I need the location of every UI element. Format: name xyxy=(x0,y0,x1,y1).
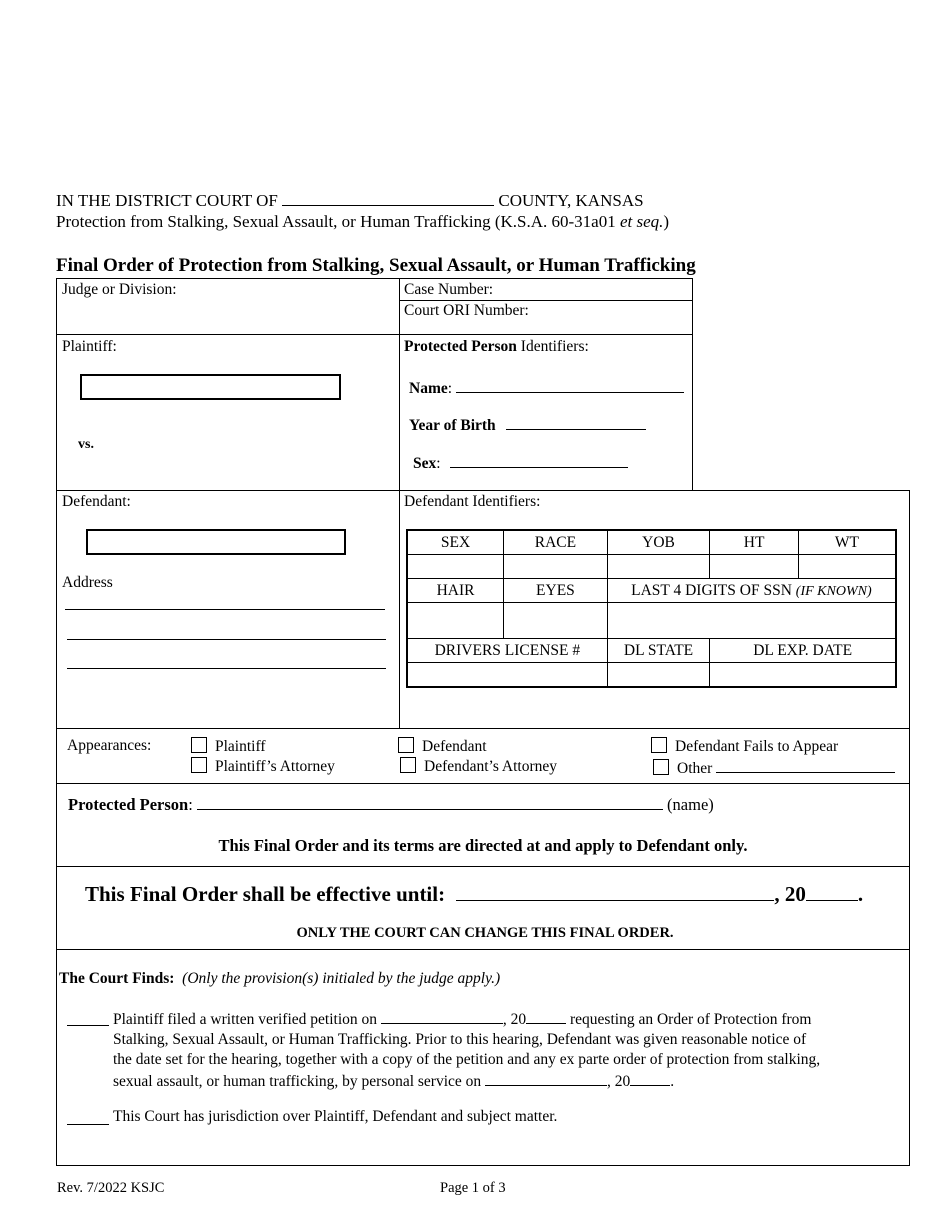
effective-row: This Final Order shall be effective until: , 20 . xyxy=(85,882,864,906)
page-title: Final Order of Protection from Stalking, Sexual Assault, or Human Trafficking xyxy=(56,255,696,276)
id-dl-value[interactable] xyxy=(407,663,607,688)
id-header-ht: HT xyxy=(710,530,799,555)
initial-blank-1[interactable] xyxy=(67,1025,109,1026)
protected-person-row: Protected Person: (name) xyxy=(68,795,714,814)
id-dl-state-value[interactable] xyxy=(607,663,710,688)
petition-date-field[interactable] xyxy=(381,1008,503,1024)
id-header-yob: YOB xyxy=(607,530,710,555)
protected-person-name-field[interactable] xyxy=(197,794,663,810)
court-heading xyxy=(56,190,644,211)
id-hair-value[interactable] xyxy=(407,603,504,639)
petition-year-field[interactable] xyxy=(526,1008,566,1024)
checkbox[interactable] xyxy=(398,737,414,753)
service-year-field[interactable] xyxy=(630,1070,670,1086)
appearance-plaintiffs-attorney[interactable]: Plaintiff’s Attorney xyxy=(191,757,335,776)
checkbox[interactable] xyxy=(651,737,667,753)
id-header-dl-state: DL STATE xyxy=(607,639,710,663)
court-ori-label: Court ORI Number: xyxy=(404,302,529,319)
appearance-other[interactable]: Other xyxy=(653,757,895,778)
identifiers-table xyxy=(406,529,897,688)
appearances-label: Appearances: xyxy=(67,737,152,754)
pp-yob-field[interactable] xyxy=(506,414,646,430)
revision-label: Rev. 7/2022 KSJC xyxy=(57,1180,165,1196)
initial-blank-2[interactable] xyxy=(67,1124,109,1125)
effective-year-field[interactable] xyxy=(806,881,858,901)
court-prefix: IN THE DISTRICT COURT OF xyxy=(56,191,278,210)
pp-name-field[interactable] xyxy=(456,377,684,393)
pp-sex-field[interactable] xyxy=(450,452,628,468)
county-blank[interactable] xyxy=(282,190,494,206)
finding-jurisdiction: This Court has jurisdiction over Plaintiff, Defendant and subject matter. xyxy=(113,1108,558,1125)
defendant-label: Defendant: xyxy=(62,493,131,510)
defendant-identifiers-label: Defendant Identifiers: xyxy=(404,493,541,510)
address-label: Address xyxy=(62,574,113,591)
id-eyes-value[interactable] xyxy=(504,603,608,639)
id-header-sex: SEX xyxy=(407,530,504,555)
checkbox[interactable] xyxy=(191,737,207,753)
effective-date-field[interactable] xyxy=(456,881,774,901)
other-field[interactable] xyxy=(716,757,895,773)
checkbox[interactable] xyxy=(191,757,207,773)
address-line-2[interactable] xyxy=(67,639,386,640)
court-finds-heading: The Court Finds: (Only the provision(s) initialed by the judge apply.) xyxy=(59,970,501,987)
only-court-notice: ONLY THE COURT CAN CHANGE THIS FINAL ORDER. xyxy=(296,925,674,941)
id-header-dl-exp: DL EXP. DATE xyxy=(710,639,896,663)
checkbox[interactable] xyxy=(400,757,416,773)
checkbox[interactable] xyxy=(653,759,669,775)
id-header-race: RACE xyxy=(504,530,608,555)
pp-yob-row: Year of Birth xyxy=(409,414,646,435)
id-wt-value[interactable] xyxy=(798,555,896,579)
id-header-hair: HAIR xyxy=(407,579,504,603)
plaintiff-label: Plaintiff: xyxy=(62,338,117,355)
protected-identifiers-label: Protected Person Identifiers: xyxy=(404,338,589,355)
appearance-defendants-attorney[interactable]: Defendant’s Attorney xyxy=(400,757,557,776)
statute-subtitle: Protection from Stalking, Sexual Assault, or Human Trafficking (K.S.A. 60-31a01 et seq.) xyxy=(56,212,670,231)
id-ssn-value[interactable] xyxy=(607,603,896,639)
court-suffix: COUNTY, KANSAS xyxy=(498,191,644,210)
plaintiff-cell xyxy=(56,334,400,491)
id-header-ssn: LAST 4 DIGITS OF SSN (IF KNOWN) xyxy=(607,579,896,603)
plaintiff-name-box[interactable] xyxy=(80,374,341,400)
address-line-1[interactable] xyxy=(65,609,385,610)
id-yob-value[interactable] xyxy=(607,555,710,579)
case-number-label: Case Number: xyxy=(404,281,494,298)
address-line-3[interactable] xyxy=(67,668,386,669)
page-number: Page 1 of 3 xyxy=(440,1180,506,1196)
directive-text: This Final Order and its terms are directed at and apply to Defendant only. xyxy=(218,836,748,855)
appearance-defendant-fails[interactable]: Defendant Fails to Appear xyxy=(651,737,838,756)
finding-petition: Plaintiff filed a written verified petition on , 20 requesting an Order of Protection from Stalking, Sexual Assault, or Human Trafficking. Prior to this hearing, Defendant was given reasonable notice of the date set for the hearing, together with a copy of the petition and any ex parte order of protection from stalking, sexual assault, or human trafficking, by personal service on , 20 . xyxy=(113,1008,820,1092)
vs-label: vs. xyxy=(78,437,94,452)
pp-sex-row: Sex: xyxy=(413,452,628,473)
appearance-plaintiff[interactable]: Plaintiff xyxy=(191,737,266,756)
id-header-eyes: EYES xyxy=(504,579,608,603)
judge-label: Judge or Division: xyxy=(62,281,177,298)
appearance-defendant[interactable]: Defendant xyxy=(398,737,487,756)
id-ht-value[interactable] xyxy=(710,555,799,579)
id-race-value[interactable] xyxy=(504,555,608,579)
service-date-field[interactable] xyxy=(485,1070,607,1086)
pp-name-row: Name: xyxy=(409,377,684,398)
defendant-name-box[interactable] xyxy=(86,529,346,555)
id-sex-value[interactable] xyxy=(407,555,504,579)
id-header-wt: WT xyxy=(798,530,896,555)
id-header-dl: DRIVERS LICENSE # xyxy=(407,639,607,663)
id-dl-exp-value[interactable] xyxy=(710,663,896,688)
